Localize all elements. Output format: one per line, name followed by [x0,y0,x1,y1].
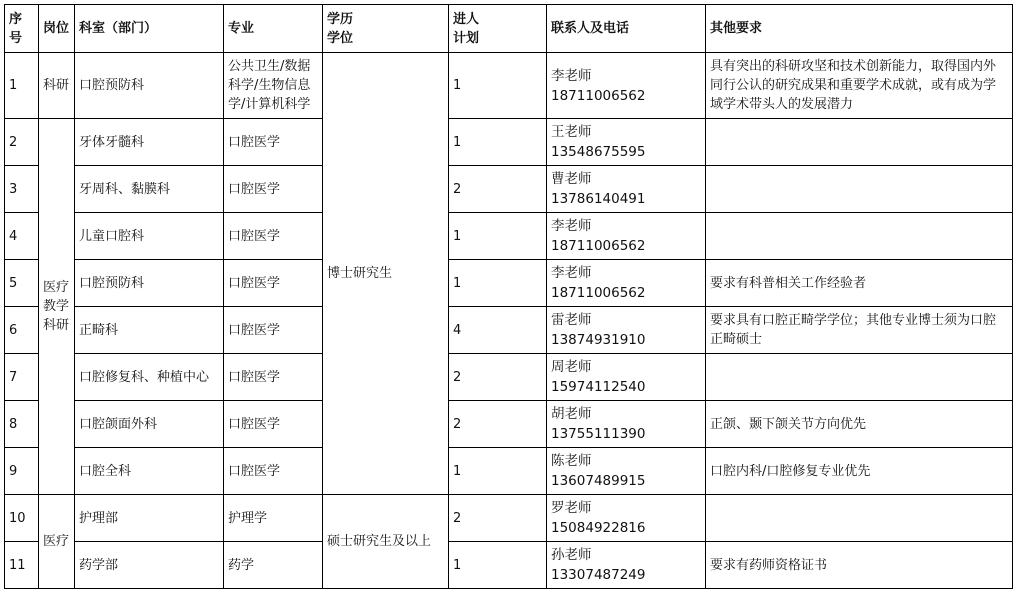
table-row [5,307,1013,354]
cell-post-research: 科研 [39,53,75,119]
cell-other [706,495,1013,542]
cell-major: 口腔医学 [224,448,323,495]
header-row [5,5,1013,53]
contact-phone: 15974112540 [551,379,646,395]
cell-other: 具有突出的科研攻坚和技术创新能力，取得国内外同行公认的研究成果和重要学术成就，或有成为学域学术带头人的发展潜力 [706,53,1013,119]
contact-phone: 15084922816 [551,520,646,536]
cell-seq: 3 [5,166,39,213]
cell-seq: 8 [5,401,39,448]
table-row [5,495,1013,542]
table-row [5,166,1013,213]
cell-dept: 口腔全科 [75,448,224,495]
table-row [5,401,1013,448]
cell-contact [547,542,706,589]
cell-contact [547,119,706,166]
cell-major: 公共卫生/数据科学/生物信息学/计算机科学 [224,53,323,119]
cell-contact [547,495,706,542]
cell-seq: 4 [5,213,39,260]
table-row [5,448,1013,495]
recruitment-table [4,4,1013,589]
cell-other: 口腔内科/口腔修复专业优先 [706,448,1013,495]
cell-major: 口腔医学 [224,166,323,213]
cell-post-medical: 医疗 [39,495,75,589]
cell-plan: 1 [449,213,547,260]
cell-major: 口腔医学 [224,401,323,448]
cell-major: 口腔医学 [224,260,323,307]
contact-phone: 13548675595 [551,144,646,160]
table-row [5,542,1013,589]
cell-seq: 2 [5,119,39,166]
header-contact: 联系人及电话 [547,5,706,53]
contact-name: 胡老师 [551,406,592,422]
cell-seq: 5 [5,260,39,307]
cell-other [706,213,1013,260]
contact-phone: 13607489915 [551,473,646,489]
cell-dept: 口腔修复科、种植中心 [75,354,224,401]
header-edu: 学历学位 [323,5,449,53]
cell-dept: 儿童口腔科 [75,213,224,260]
cell-plan: 2 [449,166,547,213]
cell-dept: 口腔预防科 [75,260,224,307]
header-seq: 序号 [5,5,39,53]
cell-plan: 4 [449,307,547,354]
contact-phone: 18711006562 [551,285,646,301]
cell-seq: 9 [5,448,39,495]
contact-phone: 13755111390 [551,426,646,442]
table-row [5,213,1013,260]
header-dept: 科室（部门） [75,5,224,53]
contact-phone: 18711006562 [551,87,646,104]
cell-plan: 1 [449,448,547,495]
cell-dept: 护理部 [75,495,224,542]
contact-name: 雷老师 [551,312,592,328]
cell-seq: 11 [5,542,39,589]
cell-contact [547,401,706,448]
cell-contact [547,307,706,354]
cell-other [706,166,1013,213]
cell-plan: 2 [449,401,547,448]
cell-dept: 牙周科、黏膜科 [75,166,224,213]
cell-dept: 正畸科 [75,307,224,354]
cell-other: 正颌、颞下颌关节方向优先 [706,401,1013,448]
cell-major: 口腔医学 [224,213,323,260]
contact-name: 罗老师 [551,500,592,516]
cell-plan: 1 [449,542,547,589]
cell-seq: 6 [5,307,39,354]
cell-plan: 1 [449,53,547,119]
cell-major: 口腔医学 [224,119,323,166]
contact-phone: 13307487249 [551,567,646,583]
contact-name: 李老师 [551,67,592,84]
header-major: 专业 [224,5,323,53]
contact-name: 王老师 [551,124,592,140]
contact-phone: 18711006562 [551,238,646,254]
cell-plan: 1 [449,119,547,166]
cell-edu-masters: 硕士研究生及以上 [323,495,449,589]
contact-phone: 13874931910 [551,332,646,348]
cell-other: 要求具有口腔正畸学学位；其他专业博士须为口腔正畸硕士 [706,307,1013,354]
cell-contact [547,448,706,495]
cell-contact [547,53,706,119]
cell-edu-phd: 博士研究生 [323,53,449,495]
cell-plan: 2 [449,495,547,542]
cell-other: 要求有药师资格证书 [706,542,1013,589]
cell-contact [547,260,706,307]
contact-name: 陈老师 [551,453,592,469]
cell-other [706,354,1013,401]
cell-post-med-teach-research: 医疗教学科研 [39,119,75,495]
cell-plan: 2 [449,354,547,401]
header-other: 其他要求 [706,5,1013,53]
cell-plan: 1 [449,260,547,307]
cell-seq: 10 [5,495,39,542]
cell-major: 口腔医学 [224,354,323,401]
contact-phone: 13786140491 [551,191,646,207]
cell-dept: 牙体牙髓科 [75,119,224,166]
cell-other [706,119,1013,166]
cell-seq: 7 [5,354,39,401]
contact-name: 李老师 [551,218,592,234]
table-row [5,260,1013,307]
cell-dept: 口腔颌面外科 [75,401,224,448]
cell-major: 口腔医学 [224,307,323,354]
cell-contact [547,166,706,213]
cell-other: 要求有科普相关工作经验者 [706,260,1013,307]
table-row [5,354,1013,401]
cell-seq: 1 [5,53,39,119]
cell-dept: 药学部 [75,542,224,589]
header-post: 岗位 [39,5,75,53]
table-row [5,119,1013,166]
cell-contact [547,354,706,401]
contact-name: 孙老师 [551,547,592,563]
contact-name: 李老师 [551,265,592,281]
contact-name: 周老师 [551,359,592,375]
cell-contact [547,213,706,260]
header-plan: 进人计划 [449,5,547,53]
contact-name: 曹老师 [551,171,592,187]
cell-dept: 口腔预防科 [75,53,224,119]
table-row [5,53,1013,119]
cell-major: 药学 [224,542,323,589]
cell-major: 护理学 [224,495,323,542]
